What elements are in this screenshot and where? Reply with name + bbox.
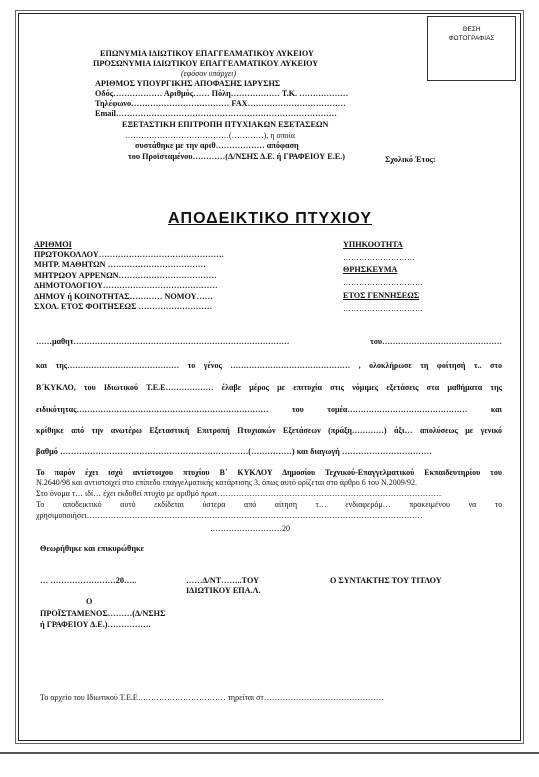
w5: ύστερα [202,500,226,509]
archive-note: Το αρχείο του Ιδιωτικού Τ.Ε.Ε…………………………… τηρείται στ……………………………………… [40,693,384,702]
director-line: ……Δ/ΝΤ……..ΤΟΥ [186,576,260,585]
composer-label: Ο ΣΥΝΤΑΚΤΗΣ ΤΟΥ ΤΙΤΛΟΥ [330,576,442,585]
address-line: Οδός……………… Αριθμός…… Πόλη……………… Τ.Κ. ……………… [95,89,349,98]
director-school: ΙΔΙΩΤΙΚΟΥ ΕΠΑ.Λ. [186,586,261,595]
numbers-heading: ΑΡΙΘΜΟΙ [34,240,72,249]
male-registry: ΜΗΤΡΩΟΥ ΑΡΡΕΝΩΝ……………………………… [34,271,217,280]
school-year-label: Σχολικό Έτος: [385,155,436,164]
notice-line-1: Το παρόν έχει ισχύ αντίστοιχου πτυχίου Β΄ ΚΥΚΛΟΥ Δημοσίου Τεχνικού-Επαγγελματικού Εκπαιδευτηρίου του [36,468,502,477]
school-alias: ΠΡΟΣΩΝΥΜΙΑ ΙΔΙΩΤΙΚΟΥ ΕΠΑΓΓΕΛΜΑΤΙΚΟΥ ΛΥΚΕΙΟΥ [93,59,319,68]
body-row-1 [36,337,502,346]
head-article: Ο [86,597,93,606]
religion-field: ………………………… [343,278,423,287]
issue-date-line: ………………………20 [210,524,290,533]
alias-note: (εφόσον υπάρχει) [181,69,237,78]
w6: από [244,500,257,509]
body-row-5 [36,426,502,435]
student-name-field: ……μαθητ……………………………………………………………………… [36,337,290,346]
head-office: ή ΓΡΑΦΕΙΟΥ Δ.Ε.)……………. [40,620,151,629]
worthy-text: άξι… [394,426,413,435]
document-title: ΑΠΟΔΕΙΚΤΙΚΟ ΠΤΥΧΙΟΥ [167,210,372,227]
email-line: Email……………………………………………………………………… [95,109,337,118]
students-registry: ΜΗΤΡ. ΜΑΘΗΤΩΝ ……………………………… [34,260,206,269]
municipality-prefecture: ΔΗΜΟΥ ή ΚΟΙΝΟΤΗΤΑΣ………… ΝΟΜΟΥ…… [34,292,213,301]
and-text: και [490,405,503,414]
w9: ενδιαφερόμ… [345,500,391,509]
citizenship-label: ΥΠΗΚΟΟΤΗΤΑ [343,240,403,249]
committee-line-3: του Προϊσταμένου…………(Δ/ΝΣΗΣ Δ.Ε. ή ΓΡΑΦΕΙΟΥ Ε.Ε.) [128,152,345,161]
photo-label-1: ΘΕΣΗ [462,26,481,33]
protocol-number: ΠΡΩΤΟΚΟΛΛΟΥ………………………………………. [34,250,224,259]
notice-line-3: Στο όνομα τ… ιδί… έχει εκδοθεί πτυχίο με αριθμό πρωτ………………………………………………………………………… [36,489,442,498]
maiden-name-field: ……………………………………… [230,361,351,370]
sector-field: του τομέα……………………………………… [291,405,468,414]
committee-line-1: …………………………………(…………), η οποία [125,131,295,140]
judged-text: κρίθηκε από την ανωτέρω Εξεταστική Επιτροπή Πτυχιακών Εξετάσεων (πράξη…………) [36,426,387,435]
phone-fax-line: Τηλέφωνο……………………………… FAX……………………………… [95,99,346,108]
photo-label-2: ΦΩΤΟΓΡΑΦΙΑΣ [448,35,495,42]
citizenship-field: ……………………… [343,253,415,262]
w10: προκειμένου [409,500,450,509]
w1: Το [36,500,45,509]
ministerial-decision: ΑΡΙΘΜΟΣ ΥΠΟΥΡΓΙΚΗΣ ΑΠΟΦΑΣΗΣ ΙΔΡΥΣΗΣ [95,79,281,88]
body-row-3 [36,383,502,392]
body-row-6 [36,447,432,456]
w7: αίτηση [274,500,298,509]
exam-committee: ΕΞΕΤΑΣΤΙΚΗ ΕΠΙΤΡΟΠΗ ΠΤΥΧΙΑΚΩΝ ΕΞΕΤΑΣΕΩΝ [122,120,329,129]
attendance-year: ΣΧΟΛ. ΕΤΟΣ ΦΟΙΤΗΣΕΩΣ ……………………… [34,302,213,311]
religion-label: ΘΡΗΣΚΕΥΜΑ [343,265,398,274]
exams-text: έλαβε μέρος με επιτυχία στις νόμιμες εξετάσεις στα μαθήματα της [221,383,503,392]
w8: τ… [315,500,327,509]
body-row-4 [36,405,502,414]
father-name-field: του……………………………………… [370,337,502,346]
notice-line-4 [36,500,502,509]
in-text: στο [490,361,503,370]
birth-year-field: ………………………… [343,304,423,313]
verification-date: … ……………………20….. [40,576,137,585]
w11: να [468,500,477,509]
specialty-field: ειδικότητας……………………………………………………………… [36,405,269,414]
body-row-2 [36,361,502,370]
photo-placeholder [427,16,516,81]
head-title: ΠΡΟΪΣΤΑΜΕΝΟΣ………(Δ/ΝΣΗΣ [40,609,166,618]
cycle-school-text: Β΄ΚΥΚΛΟ, του Ιδιωτικού Τ.Ε.Ε……………… [36,383,214,392]
scan-edge-line [0,752,539,754]
w4: εκδίδεται [154,500,184,509]
completed-text: , ολοκλήρωσε τη φοίτησή τ.. [358,361,482,370]
maiden-label: το γένος [187,361,222,370]
w2: αποδεικτικό [62,500,102,509]
mother-name-field: και της…………………………………… [36,361,180,370]
w12: το [494,500,503,509]
conduct-field: …………………………… [341,447,432,456]
w3: αυτό [120,500,136,509]
school-name: ΕΠΩΝΥΜΙΑ ΙΔΙΩΤΙΚΟΥ ΕΠΑΓΓΕΛΜΑΤΙΚΟΥ ΛΥΚΕΙΟΥ [100,49,314,58]
birth-year-label: ΕΤΟΣ ΓΕΝΝΗΣΕΩΣ [343,291,420,300]
municipal-registry: ΔΗΜΟΤΟΛΟΓΙΟΥ…………………………………… [34,281,218,290]
graduation-text: απολύσεως με γενικό [419,426,503,435]
notice-line-2: Ν.2640/98 και αντιστοιχεί στο επίπεδο επαγγελματικής κατάρτισης 3, όπως αυτό ορίζεται στο άρθρο 6 του Ν.2009/92. [36,478,417,487]
grade-field: βαθμό ……………………………………………………………(……………) και διαγωγή [36,447,340,456]
committee-line-2: συστάθηκε με την αριθ……………… απόφαση [135,141,299,150]
notice-line-5: χρησιμοποιήσει……………………………………………………………………………………………………………… [36,511,423,520]
verified-label: Θεωρήθηκε και επικυρώθηκε [40,544,145,553]
